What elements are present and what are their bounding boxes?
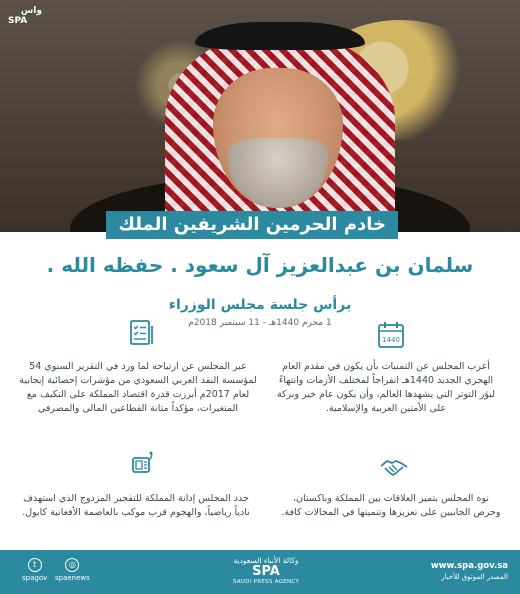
hero-photo bbox=[0, 0, 520, 232]
website-tagline: المصدر الموثوق للأخبار bbox=[441, 573, 508, 581]
website[interactable] bbox=[431, 561, 508, 582]
paragraph-pakistan-relations: نوه المجلس بتميز العلاقات بين المملكة وباكستان، وحرص الجانبين على تعزيزها وتنميتها في المجالات كافة. bbox=[281, 493, 501, 518]
logo-arabic: واس bbox=[20, 6, 42, 16]
twitter-icon: t bbox=[28, 558, 42, 572]
twitter-handle: spagov bbox=[22, 574, 48, 582]
paragraph-new-year: أعرب المجلس عن التمنيات بأن يكون في مقدم العام الهجري الجديد 1440هـ انفراجاً لمختلف الأزمات وانتهاءً لبؤر التوتر التي يشهدها العالم، وأن يكون عام خير وبركة على الأمتين العربية والإسلامية. bbox=[276, 361, 496, 414]
bombing-icon bbox=[127, 450, 157, 480]
portrait-agal bbox=[195, 22, 365, 50]
website-url: www.spa.gov.sa bbox=[430, 561, 508, 571]
paragraph-sama-report: عبر المجلس عن ارتياحه لما ورد في التقرير السنوي 54 لمؤسسة النقد العربي السعودي من مؤشرات إحصائية إيجابية لعام 2017م أبرزت قدرة اقتصاد المملكة على التكيف مع المتغيرات، مؤكداً متانة القطاعين المالي والمصرفي bbox=[19, 361, 257, 414]
title-line-1: خادم الحرمين الشريفين الملك bbox=[106, 211, 398, 239]
agency-english: SAUDI PRESS AGENCY bbox=[232, 579, 300, 585]
report-checklist-icon bbox=[126, 318, 156, 348]
handshake-icon bbox=[379, 452, 409, 482]
calendar-year-text: 1440 bbox=[382, 336, 400, 344]
social-twitter[interactable] bbox=[22, 558, 47, 583]
calendar-1440-icon bbox=[376, 320, 406, 350]
instagram-icon: ◎ bbox=[65, 558, 79, 572]
title-line-2: سلمان بن عبدالعزيز آل سعود . حفظه الله . bbox=[46, 253, 474, 277]
agency-logo-mark: SPA bbox=[252, 564, 280, 579]
logo-latin: SPA bbox=[8, 16, 28, 26]
agency-logo bbox=[216, 556, 316, 590]
instagram-handle: spaenews bbox=[55, 574, 90, 582]
social-instagram[interactable] bbox=[55, 558, 90, 583]
subtitle: يرأس جلسة مجلس الوزراء bbox=[168, 297, 352, 313]
footer-bar bbox=[0, 550, 520, 594]
agency-arabic: وكالة الأنباء السعودية bbox=[233, 556, 299, 565]
date-line: 1 محرم 1440هـ - 11 سبتمبر 2018م bbox=[188, 318, 332, 328]
spa-logo-top bbox=[8, 6, 42, 32]
paragraph-kabul-condemnation: جدد المجلس إدانة المملكة للتفجير المزدوج الذي استهدف نادياً رياضياً، والهجوم قرب موكب بالعاصمة الأفغانية كابول. bbox=[22, 493, 250, 518]
